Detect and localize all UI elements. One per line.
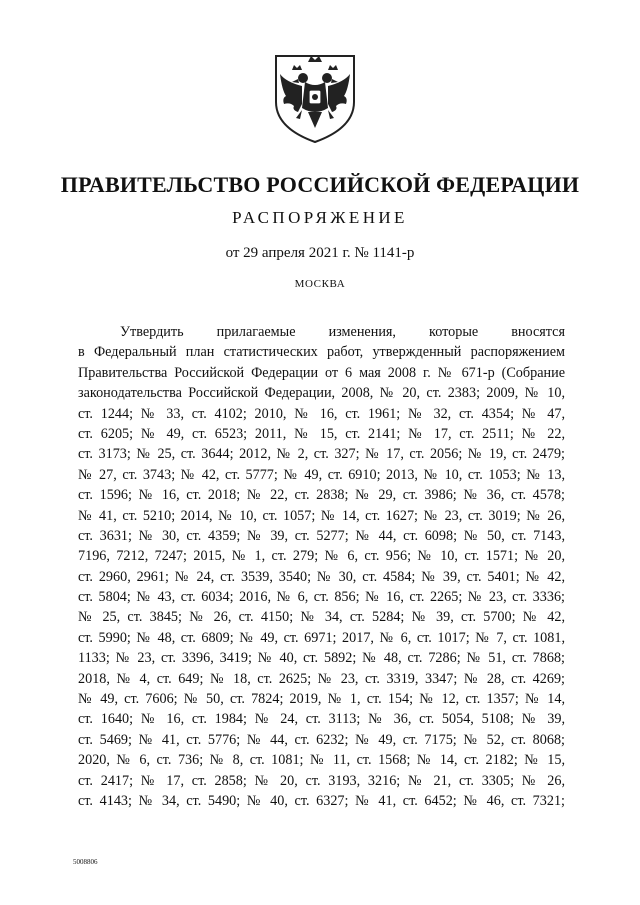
body-line: Утвердить прилагаемые изменения, которые вносятся — [120, 324, 565, 340]
body-line: в Федеральный план статистических работ, утвержденный распоряжением — [78, 344, 565, 361]
body-line: ст. 2960, 2961; № 24, ст. 3539, 3540; № 30, ст. 4584; № 39, ст. 5401; № 42, — [78, 568, 565, 585]
document-body — [78, 322, 565, 811]
body-line: 1133; № 23, ст. 3396, 3419; № 40, ст. 5892; № 48, ст. 7286; № 51, ст. 7868; — [78, 650, 565, 667]
body-line: ст. 1640; № 16, ст. 1984; № 24, ст. 3113; № 36, ст. 5054, 5108; № 39, — [78, 711, 565, 728]
body-line: ст. 2417; № 17, ст. 2858; № 20, ст. 3193, 3216; № 21, ст. 3305; № 26, — [78, 772, 565, 789]
body-line: № 27, ст. 3743; № 42, ст. 5777; № 49, ст. 6910; 2013, № 10, ст. 1053; № 13, — [78, 466, 565, 483]
document-type: РАСПОРЯЖЕНИЕ — [232, 208, 408, 227]
body-line: № 49, ст. 7606; № 50, ст. 7824; 2019, № 1, ст. 154; № 12, ст. 1357; № 14, — [78, 691, 565, 708]
document-city: МОСКВА — [294, 278, 346, 290]
body-line: ст. 1596; № 16, ст. 2018; № 22, ст. 2838; № 29, ст. 3986; № 36, ст. 4578; — [78, 487, 565, 504]
government-title: ПРАВИТЕЛЬСТВО РОССИЙСКОЙ ФЕДЕРАЦИИ — [60, 172, 580, 197]
body-line: ст. 3631; № 30, ст. 4359; № 39, ст. 5277; № 44, ст. 6098; № 50, ст. 7143, — [78, 527, 565, 544]
coat-of-arms-icon — [272, 52, 358, 146]
body-line: 7196, 7212, 7247; 2015, № 1, ст. 279; № 6, ст. 956; № 10, ст. 1571; № 20, — [78, 548, 565, 565]
body-line: № 41, ст. 5210; 2014, № 10, ст. 1057; № 14, ст. 1627; № 23, ст. 3019; № 26, — [78, 507, 565, 524]
document-code: 5008806 — [73, 858, 98, 866]
body-line: № 25, ст. 3845; № 26, ст. 4150; № 34, ст. 5284; № 39, ст. 5700; № 42, — [78, 609, 565, 626]
body-line: ст. 5990; № 48, ст. 6809; № 49, ст. 6971; 2017, № 6, ст. 1017; № 7, ст. 1081, — [78, 629, 565, 646]
body-line: законодательства Российской Федерации, 2008, № 20, ст. 2383; 2009, № 10, — [78, 385, 565, 402]
body-line: 2018, № 4, ст. 649; № 18, ст. 2625; № 23, ст. 3319, 3347; № 28, ст. 4269; — [78, 670, 565, 687]
body-line: ст. 6205; № 49, ст. 6523; 2011, № 15, ст. 2141; № 17, ст. 2511; № 22, — [78, 425, 565, 442]
body-line: 2020, № 6, ст. 736; № 8, ст. 1081; № 11, ст. 1568; № 14, ст. 2182; № 15, — [78, 752, 565, 769]
body-line: ст. 1244; № 33, ст. 4102; 2010, № 16, ст. 1961; № 32, ст. 4354; № 47, — [78, 405, 565, 422]
body-line: ст. 5804; № 43, ст. 6034; 2016, № 6, ст. 856; № 16, ст. 2265; № 23, ст. 3336; — [78, 589, 565, 606]
body-line: ст. 4143; № 34, ст. 5490; № 40, ст. 6327; № 41, ст. 6452; № 46, ст. 7321; — [78, 792, 565, 809]
body-line: Правительства Российской Федерации от 6 мая 2008 г. № 671-р (Собрание — [78, 364, 565, 381]
body-line: ст. 5469; № 41, ст. 5776; № 44, ст. 6232; № 49, ст. 7175; № 52, ст. 8068; — [78, 731, 565, 748]
document-date-number: от 29 апреля 2021 г. № 1141-р — [225, 245, 415, 261]
body-line: ст. 3173; № 25, ст. 3644; 2012, № 2, ст. 327; № 17, ст. 2056; № 19, ст. 2479; — [78, 446, 565, 463]
